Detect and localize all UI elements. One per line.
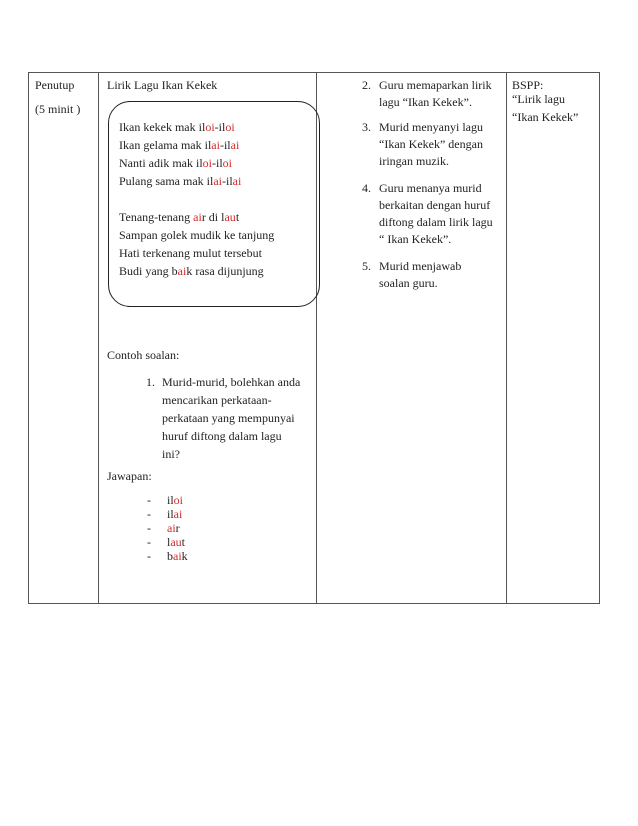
answer-item: [147, 549, 188, 563]
resource-line: “Ikan Kekek”: [512, 110, 579, 124]
step-text: [379, 180, 511, 248]
step-line: lagu “Ikan Kekek”.: [379, 95, 472, 109]
text-segment: k rasa dijunjung: [186, 264, 264, 278]
text-segment: Budi yang b: [119, 264, 178, 278]
text-segment: r di l: [201, 210, 225, 224]
stage-duration: (5 minit ): [35, 102, 81, 116]
text-segment: Ikan gelama mak il: [119, 138, 212, 152]
diphthong-highlight: au: [224, 210, 236, 224]
text-segment: il: [167, 493, 174, 507]
text-segment: l: [167, 535, 171, 549]
step-line: Guru memaparkan lirik: [379, 78, 492, 92]
text-segment: Ikan kekek mak il: [119, 120, 206, 134]
step-number: 5.: [362, 259, 371, 273]
diphthong-highlight: oi: [205, 120, 215, 134]
question-line: perkataan yang mempunyai: [162, 411, 295, 425]
step-number: 4.: [362, 181, 371, 195]
text-segment: t: [235, 210, 240, 224]
step-text: [379, 119, 511, 170]
diphthong-highlight: ai: [177, 264, 187, 278]
text-segment: -il: [212, 156, 223, 170]
answer-item: [147, 493, 183, 507]
text-segment: r: [175, 521, 180, 535]
lyric-line: [119, 209, 239, 226]
text-segment: -il: [214, 120, 226, 134]
text-segment: k: [181, 549, 188, 563]
text-segment: Tenang-tenang: [119, 210, 194, 224]
text-segment: t: [181, 535, 186, 549]
diphthong-highlight: ai: [173, 507, 183, 521]
bullet-dash: -: [147, 535, 151, 549]
lyric-line: [119, 119, 235, 136]
text-segment: Nanti adik mak il: [119, 156, 203, 170]
text-segment: -il: [219, 138, 231, 152]
diphthong-highlight: ai: [173, 549, 182, 563]
question-line: ini?: [162, 447, 180, 461]
diphthong-highlight: oi: [222, 156, 233, 170]
step-line: “ Ikan Kekek”.: [379, 232, 452, 246]
diphthong-highlight: ai: [167, 521, 176, 535]
answer-item: [147, 507, 182, 521]
lyric-line: [119, 245, 262, 262]
step-text: [379, 77, 511, 111]
question-line: huruf diftong dalam lagu: [162, 429, 282, 443]
step-line: iringan muzik.: [379, 154, 449, 168]
step-line: berkaitan dengan huruf: [379, 198, 491, 212]
step-line: Murid menjawab: [379, 259, 462, 273]
diphthong-highlight: ai: [213, 174, 222, 188]
question-text: [162, 373, 310, 463]
text-segment: -il: [222, 174, 233, 188]
answer-item: [147, 535, 185, 549]
step-line: “Ikan Kekek” dengan: [379, 137, 483, 151]
text-segment: b: [167, 549, 173, 563]
bullet-dash: -: [147, 507, 151, 521]
diphthong-highlight: ai: [230, 138, 240, 152]
example-label: Contoh soalan:: [107, 348, 180, 362]
column-divider: [98, 73, 99, 603]
step-line: Guru menanya murid: [379, 181, 482, 195]
answer-label: Jawapan:: [107, 469, 152, 483]
resource-line: “Lirik lagu: [512, 92, 565, 106]
question-number: 1.: [146, 375, 155, 389]
step-number: 2.: [362, 78, 371, 92]
text-segment: Pulang sama mak il: [119, 174, 214, 188]
lyric-line: [119, 173, 241, 190]
question-line: Murid-murid, bolehkan anda: [162, 375, 301, 389]
step-text: [379, 258, 511, 292]
step-line: soalan guru.: [379, 276, 438, 290]
diphthong-highlight: oi: [173, 493, 184, 507]
diphthong-highlight: oi: [225, 120, 235, 134]
bullet-dash: -: [147, 549, 151, 563]
step-line: diftong dalam lirik lagu: [379, 215, 493, 229]
step-number: 3.: [362, 120, 371, 134]
lyrics-heading: Lirik Lagu Ikan Kekek: [107, 78, 218, 92]
text-segment: il: [167, 507, 174, 521]
diphthong-highlight: ai: [211, 138, 220, 152]
step-line: Murid menyanyi lagu: [379, 120, 483, 134]
resource-line: BSPP:: [512, 78, 544, 92]
answer-item: [147, 521, 180, 535]
diphthong-highlight: au: [170, 535, 182, 549]
diphthong-highlight: ai: [193, 210, 202, 224]
stage-title: Penutup: [35, 78, 75, 92]
text-segment: Hati terkenang mulut tersebut: [119, 246, 262, 260]
bullet-dash: -: [147, 493, 151, 507]
lyric-line: [119, 263, 264, 280]
lesson-plan-table: [28, 72, 600, 604]
diphthong-highlight: oi: [202, 156, 212, 170]
diphthong-highlight: ai: [232, 174, 242, 188]
text-segment: Sampan golek mudik ke tanjung: [119, 228, 275, 242]
lyric-line: [119, 155, 232, 172]
lyric-line: [119, 137, 239, 154]
question-line: mencarikan perkataan-: [162, 393, 272, 407]
bullet-dash: -: [147, 521, 151, 535]
lyric-line: [119, 227, 274, 244]
